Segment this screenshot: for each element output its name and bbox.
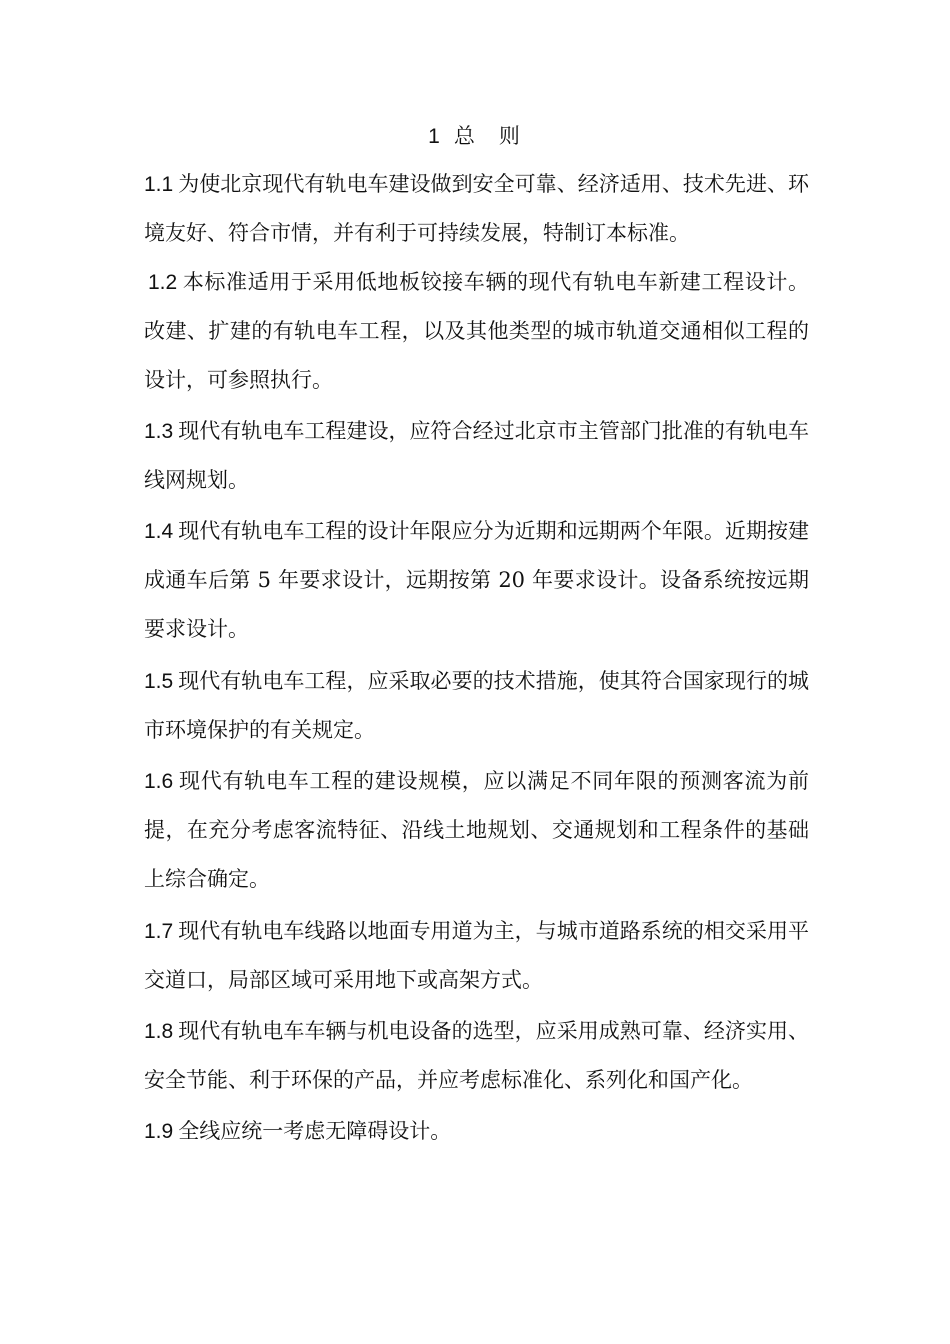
clause-text: 为使北京现代有轨电车建设做到安全可靠、经济适用、技术先进、环境友好、符合市情，并有利于可持续发展，特制订本标准。 bbox=[144, 172, 809, 245]
clause-text: 本标准适用于采用低地板铰接车辆的现代有轨电车新建工程设计。改建、扩建的有轨电车工程，以及其他类型的城市轨道交通相似工程的设计，可参照执行。 bbox=[144, 270, 809, 392]
clause-1-7 bbox=[144, 907, 809, 1005]
clause-1-9 bbox=[144, 1107, 809, 1156]
clause-text: 现代有轨电车工程的建设规模，应以满足不同年限的预测客流为前提，在充分考虑客流特征、沿线土地规划、交通规划和工程条件的基础上综合确定。 bbox=[144, 769, 809, 891]
clause-number: 1.5 bbox=[144, 670, 174, 693]
clause-number: 1.8 bbox=[144, 1020, 174, 1043]
clause-1-2 bbox=[144, 258, 809, 405]
clause-1-6 bbox=[144, 757, 809, 904]
clause-text: 现代有轨电车工程的设计年限应分为近期和远期两个年限。近期按建成通车后第 5 年要求设计，远期按第 20 年要求设计。设备系统按远期要求设计。 bbox=[144, 519, 809, 641]
clause-1-4 bbox=[144, 507, 809, 654]
clause-number: 1.2 bbox=[148, 271, 178, 294]
clause-text: 现代有轨电车车辆与机电设备的选型，应采用成熟可靠、经济实用、安全节能、利于环保的产品，并应考虑标准化、系列化和国产化。 bbox=[144, 1019, 809, 1092]
clause-1-1 bbox=[144, 160, 809, 258]
clause-1-5 bbox=[144, 657, 809, 755]
chapter-number: 1 bbox=[428, 125, 442, 148]
clause-number: 1.4 bbox=[144, 520, 174, 543]
clause-text: 现代有轨电车线路以地面专用道为主，与城市道路系统的相交采用平交道口，局部区域可采用地下或高架方式。 bbox=[144, 919, 809, 992]
clause-1-8 bbox=[144, 1007, 809, 1105]
clause-text: 现代有轨电车工程，应采取必要的技术措施，使其符合国家现行的城市环境保护的有关规定。 bbox=[144, 669, 809, 742]
clause-number: 1.1 bbox=[144, 173, 174, 196]
chapter-heading bbox=[0, 118, 950, 155]
clause-number: 1.6 bbox=[144, 770, 174, 793]
clause-number: 1.3 bbox=[144, 420, 174, 443]
clause-text: 现代有轨电车工程建设，应符合经过北京市主管部门批准的有轨电车线网规划。 bbox=[144, 419, 809, 492]
clause-text: 全线应统一考虑无障碍设计。 bbox=[178, 1119, 452, 1143]
clause-number: 1.9 bbox=[144, 1120, 174, 1143]
clause-1-3 bbox=[144, 407, 809, 505]
clause-number: 1.7 bbox=[144, 920, 174, 943]
chapter-title-part2: 则 bbox=[498, 124, 522, 148]
chapter-title-part1: 总 bbox=[453, 124, 477, 148]
